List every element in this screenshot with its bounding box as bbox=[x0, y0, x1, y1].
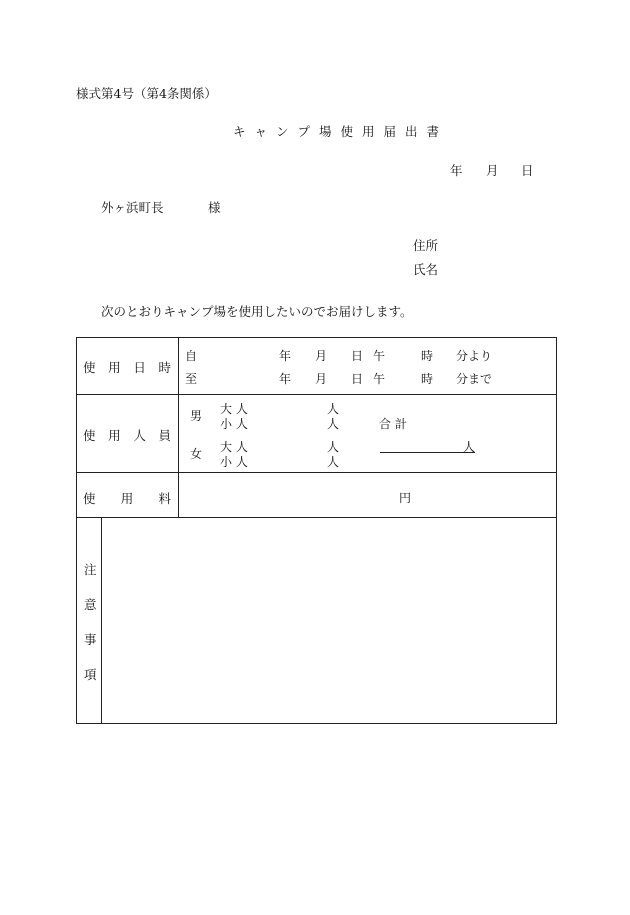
total-unit: 人 bbox=[463, 440, 476, 454]
column-divider bbox=[178, 338, 179, 517]
address-label: 住所 bbox=[413, 238, 439, 253]
female-label: 女 bbox=[190, 447, 203, 461]
row-divider bbox=[77, 394, 556, 395]
female-child-label: 小 人 bbox=[220, 455, 248, 469]
male-label: 男 bbox=[190, 409, 203, 423]
addressee-honorific: 様 bbox=[208, 200, 221, 215]
total-underline bbox=[380, 452, 475, 453]
date-year: 年 bbox=[450, 163, 463, 178]
male-child-unit: 人 bbox=[327, 417, 340, 431]
usage-form-table: 使 用 日 時 自 年 月 日 午 時 分より 至 年 月 日 午 時 分まで 使 用 人 員 男 大 人 人 小 人 人 合 計 女 大 人 人 小 人 人 人 使 用 料 円 注 意 事 項 bbox=[76, 337, 557, 724]
addressee-name: 外ヶ浜町長 bbox=[101, 200, 164, 215]
usage-datetime-label: 使 用 日 時 bbox=[83, 360, 171, 375]
document-title: キャンプ場使用届出書 bbox=[233, 124, 449, 139]
fee-label: 使 用 料 bbox=[83, 491, 171, 506]
row-divider bbox=[77, 472, 556, 473]
users-label: 使 用 人 員 bbox=[83, 428, 171, 443]
male-adult-label: 大 人 bbox=[220, 402, 248, 416]
male-adult-unit: 人 bbox=[327, 402, 340, 416]
name-label: 氏名 bbox=[413, 262, 439, 277]
male-child-label: 小 人 bbox=[220, 417, 248, 431]
female-adult-unit: 人 bbox=[327, 440, 340, 454]
date-month: 月 bbox=[486, 163, 499, 178]
form-number: 様式第4号（第4条関係） bbox=[76, 86, 217, 101]
notes-area[interactable] bbox=[103, 519, 555, 722]
total-label: 合 計 bbox=[379, 417, 407, 431]
female-adult-label: 大 人 bbox=[220, 440, 248, 454]
female-child-unit: 人 bbox=[327, 455, 340, 469]
column-divider bbox=[101, 517, 102, 723]
intro-text: 次のとおりキャンプ場を使用したいのでお届けします。 bbox=[101, 304, 413, 319]
row-divider bbox=[77, 517, 556, 518]
fee-unit: 円 bbox=[399, 491, 412, 505]
date-day: 日 bbox=[521, 163, 534, 178]
